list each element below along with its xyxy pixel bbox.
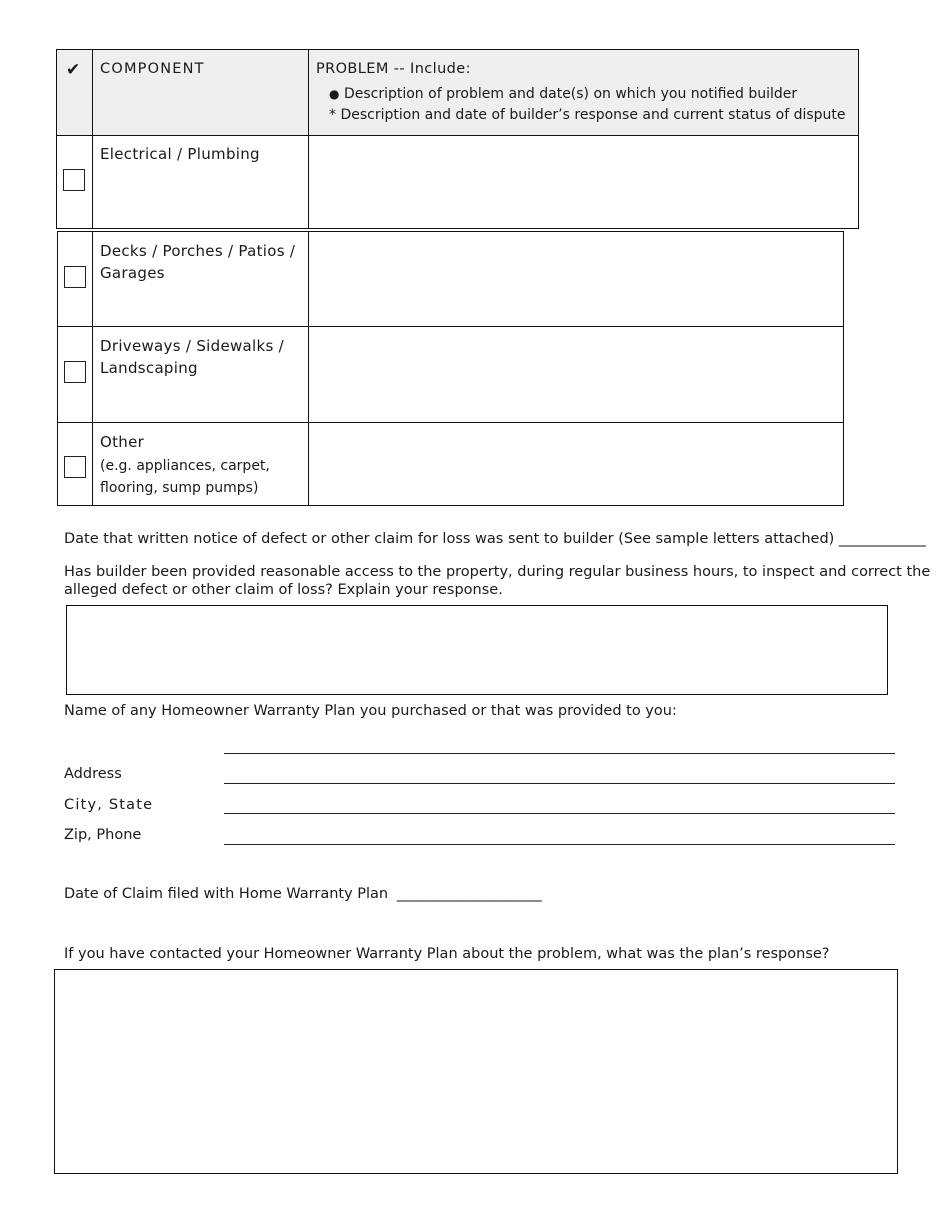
check-mark-icon: ✔	[66, 60, 81, 80]
warranty-address-label: Address	[64, 766, 122, 782]
row-divider-1	[58, 326, 843, 327]
column-divider-check	[92, 232, 93, 505]
access-response-box[interactable]	[66, 605, 888, 695]
component-table-bottom	[57, 231, 844, 506]
warranty-city-state-line[interactable]	[224, 813, 895, 814]
warranty-city-state-label: City, State	[64, 797, 154, 813]
warranty-address-line[interactable]	[224, 783, 895, 784]
column-divider-component	[308, 232, 309, 505]
problem-instruction-1: ● Description of problem and date(s) on which you notified builder	[329, 86, 798, 102]
component-column-header: COMPONENT	[100, 61, 205, 77]
row-divider-2	[58, 422, 843, 423]
component-label-driveways-sidewalks: Driveways / Sidewalks / Landscaping	[100, 337, 285, 377]
problem-instruction-2: * Description and date of builder’s response and current status of dispute	[329, 107, 846, 123]
checkbox-other[interactable]	[64, 456, 86, 478]
component-label-decks-porches: Decks / Porches / Patios / Garages	[100, 242, 296, 282]
access-question: Has builder been provided reasonable access to the property, during regular business hours, to inspect and correct the alleged defect or other claim of loss? Explain your response.	[64, 564, 931, 598]
problem-field-electrical-plumbing[interactable]	[310, 138, 858, 228]
warranty-plan-name-label: Name of any Homeowner Warranty Plan you purchased or that was provided to you:	[64, 703, 677, 719]
checkbox-decks-porches[interactable]	[64, 266, 86, 288]
warranty-plan-name-line[interactable]	[224, 753, 895, 754]
problem-column-header: PROBLEM -- Include:	[316, 61, 471, 77]
claim-date-blank[interactable]: ____________________	[396, 886, 542, 902]
plan-response-box[interactable]	[54, 969, 898, 1174]
plan-response-question: If you have contacted your Homeowner Warranty Plan about the problem, what was the plan’s response?	[64, 946, 830, 962]
problem-field-driveways-sidewalks[interactable]	[310, 328, 843, 422]
warranty-zip-phone-label: Zip, Phone	[64, 827, 142, 843]
warranty-zip-phone-line[interactable]	[224, 844, 895, 845]
notice-date-question: Date that written notice of defect or other claim for loss was sent to builder (See sample letters attached) ____________	[64, 531, 926, 547]
asterisk-icon: *	[329, 107, 336, 123]
component-table-top	[56, 49, 859, 229]
component-label-other: Other (e.g. appliances, carpet, flooring, sump pumps)	[100, 433, 270, 496]
problem-field-decks-porches[interactable]	[310, 232, 843, 326]
checkbox-driveways-sidewalks[interactable]	[64, 361, 86, 383]
column-divider-check	[92, 50, 93, 228]
notice-date-blank[interactable]: ____________	[838, 531, 926, 547]
problem-field-other[interactable]	[310, 424, 843, 505]
component-label-electrical-plumbing: Electrical / Plumbing	[100, 145, 260, 163]
column-divider-component	[308, 50, 309, 228]
checkbox-electrical-plumbing[interactable]	[63, 169, 85, 191]
claim-date-question: Date of Claim filed with Home Warranty Plan ____________________	[64, 886, 542, 902]
bullet-icon: ●	[329, 87, 340, 101]
header-row-divider	[57, 135, 858, 136]
